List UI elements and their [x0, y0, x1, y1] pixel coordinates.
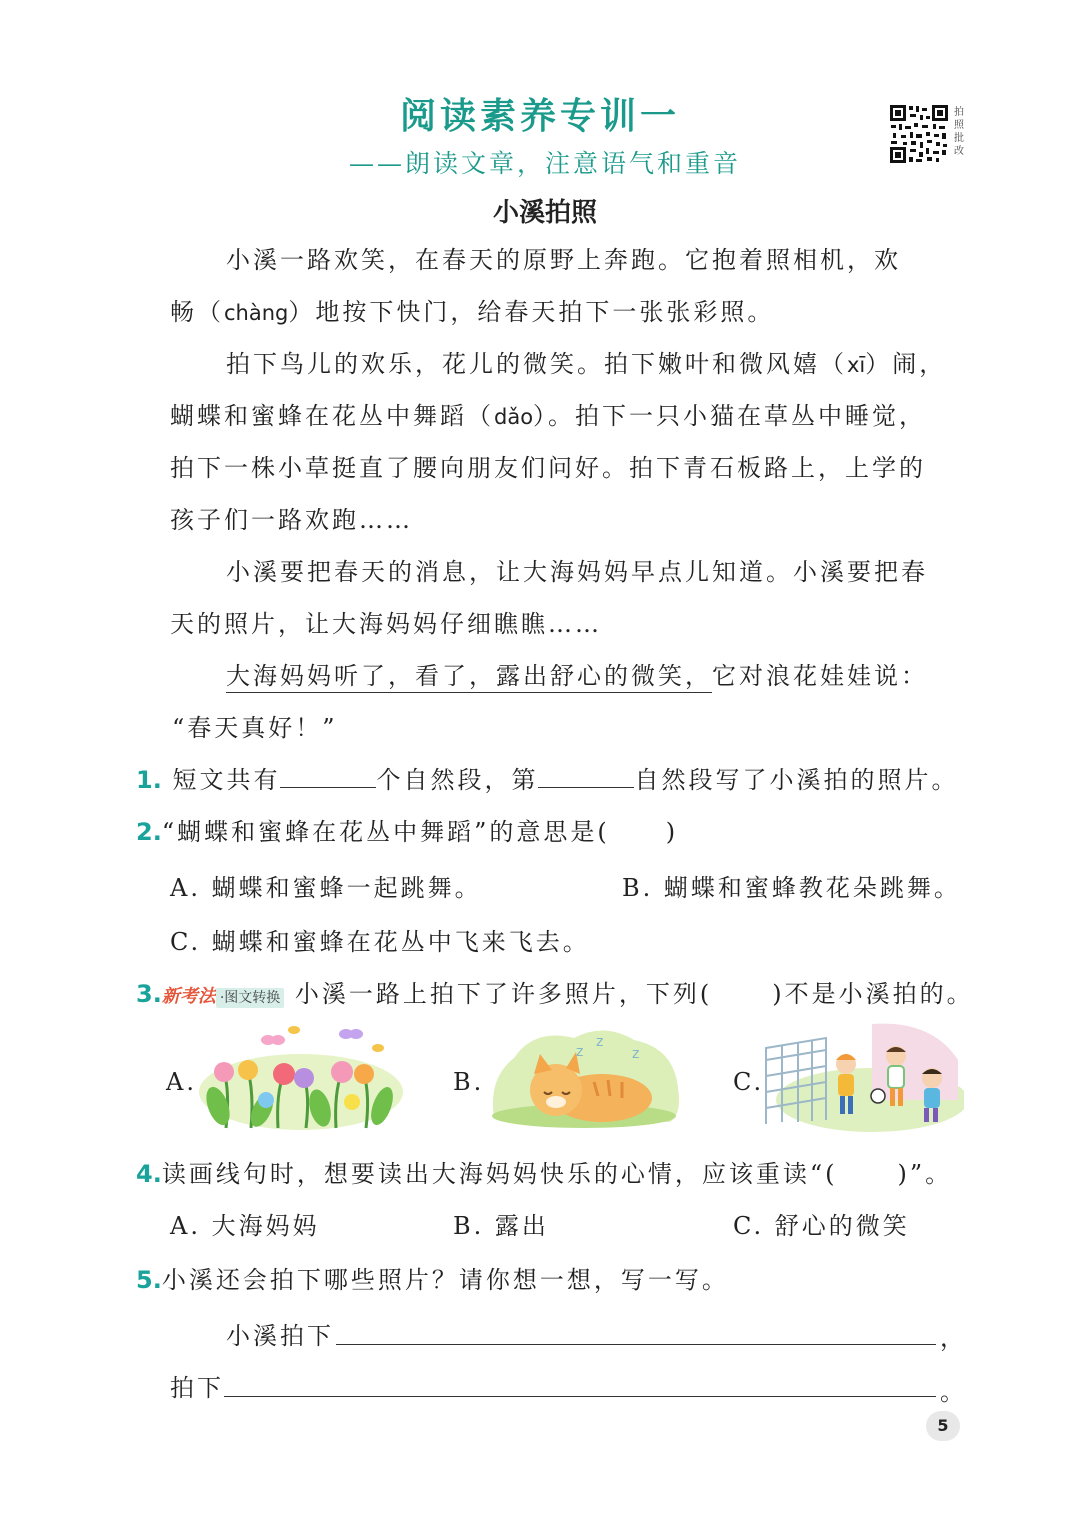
question-text: ) — [665, 818, 679, 846]
page-number: 5 — [926, 1411, 960, 1441]
question-text: 小溪还会拍下哪些照片？请你想一想，写一写。 — [161, 1266, 729, 1294]
question-text: )不是小溪拍的。 — [772, 980, 974, 1008]
answer-blank[interactable] — [538, 787, 634, 788]
story-line: “春天真好！” — [172, 714, 338, 742]
answer-line[interactable] — [224, 1396, 936, 1397]
question-1 — [136, 760, 958, 795]
qr-label-char: 批 — [954, 133, 964, 144]
question-number: 3. — [136, 980, 162, 1008]
option-a[interactable]: A. 蝴蝶和蜜蜂一起跳舞。 — [170, 874, 482, 902]
underlined-sentence: 大海妈妈听了，看了，露出舒心的微笑， — [226, 662, 712, 693]
story-text: ）闹， — [865, 350, 947, 378]
question-number: 5. — [136, 1266, 162, 1294]
story-text: 蝴蝶和蜜蜂在花丛中舞蹈（ — [170, 402, 494, 430]
page-title: 阅读素养专训一 — [399, 96, 680, 137]
answer-line-1-end: ， — [940, 1324, 967, 1352]
story-text: ）地按下快门，给春天拍下一张张彩照。 — [288, 298, 775, 326]
story-line: 拍下一株小草挺直了腰向朋友们问好。拍下青石板路上，上学的 — [170, 454, 926, 482]
question-text: 小溪一路上拍下了许多照片，下列( — [294, 980, 713, 1008]
sleeping-cat-image[interactable] — [484, 1018, 684, 1130]
badge-tag: ·图文转换 — [216, 988, 284, 1008]
pinyin: chàng — [224, 301, 289, 325]
qr-label-char: 拍 — [954, 107, 964, 118]
qr-label — [954, 106, 968, 158]
story-line: 小溪一路欢笑，在春天的原野上奔跑。它抱着照相机，欢 — [226, 246, 901, 274]
story-title: 小溪拍照 — [492, 198, 597, 228]
page-subtitle: ——朗读文章，注意语气和重音 — [348, 149, 741, 178]
pinyin: xī — [847, 353, 866, 377]
question-text: 个自然段，第 — [376, 766, 539, 794]
question-number: 4. — [136, 1160, 162, 1188]
question-text: )”。 — [897, 1160, 953, 1188]
story-line: 小溪要把春天的消息，让大海妈妈早点儿知道。小溪要把春 — [226, 558, 928, 586]
answer-blank[interactable] — [280, 787, 376, 788]
new-method-badge: 新考法 — [161, 986, 216, 1007]
story-line: 孩子们一路欢跑…… — [170, 506, 413, 534]
question-text: 自然段写了小溪拍的照片。 — [634, 766, 959, 794]
story-line — [170, 396, 926, 431]
option-b[interactable]: B. 蝴蝶和蜜蜂教花朵跳舞。 — [622, 874, 961, 902]
answer-line[interactable] — [336, 1344, 936, 1345]
pinyin: dǎo — [494, 405, 534, 429]
answer-line-2-end: 。 — [940, 1378, 967, 1406]
story-line — [226, 344, 946, 379]
option-b[interactable]: B. 露出 — [453, 1212, 549, 1240]
answer-line-1-prefix: 小溪拍下 — [226, 1322, 334, 1350]
question-2 — [136, 812, 678, 847]
question-5 — [136, 1260, 729, 1295]
question-number: 1. — [136, 766, 162, 794]
image-option-b-label: B. — [453, 1068, 485, 1096]
svg-text:z: z — [576, 1044, 584, 1060]
question-text: 短文共有 — [172, 766, 281, 794]
option-a[interactable]: A. 大海妈妈 — [170, 1212, 320, 1240]
story-text: 拍下鸟儿的欢乐，花儿的微笑。拍下嫩叶和微风嬉（ — [226, 350, 847, 378]
question-number: 2. — [136, 818, 162, 846]
story-text: 畅（ — [170, 298, 224, 326]
story-text: ）。拍下一只小猫在草丛中睡觉， — [533, 402, 927, 430]
story-line — [226, 656, 928, 691]
question-3 — [136, 974, 974, 1009]
question-text: “蝴蝶和蜜蜂在花丛中舞蹈”的意思是( — [161, 818, 610, 846]
story-text: 它对浪花娃娃说： — [712, 662, 928, 690]
option-c[interactable]: C. 蝴蝶和蜜蜂在花丛中飞来飞去。 — [170, 928, 590, 956]
answer-line-2-prefix: 拍下 — [170, 1374, 224, 1402]
qr-label-char: 照 — [954, 120, 964, 131]
kids-playing-soccer-image[interactable] — [762, 1020, 964, 1132]
svg-text:z: z — [632, 1046, 640, 1062]
question-4 — [136, 1154, 952, 1189]
image-option-c-label: C. — [733, 1068, 765, 1096]
option-c[interactable]: C. 舒心的微笑 — [733, 1212, 910, 1240]
qr-label-char: 改 — [954, 146, 964, 157]
qr-code-icon[interactable] — [889, 104, 949, 164]
question-text: 读画线句时，想要读出大海妈妈快乐的心情，应该重读“( — [161, 1160, 838, 1188]
image-option-a-label: A. — [166, 1068, 197, 1096]
svg-text:z: z — [596, 1034, 604, 1050]
flowers-butterflies-image[interactable] — [196, 1022, 406, 1130]
story-line — [170, 292, 774, 327]
story-line: 天的照片，让大海妈妈仔细瞧瞧…… — [170, 610, 602, 638]
